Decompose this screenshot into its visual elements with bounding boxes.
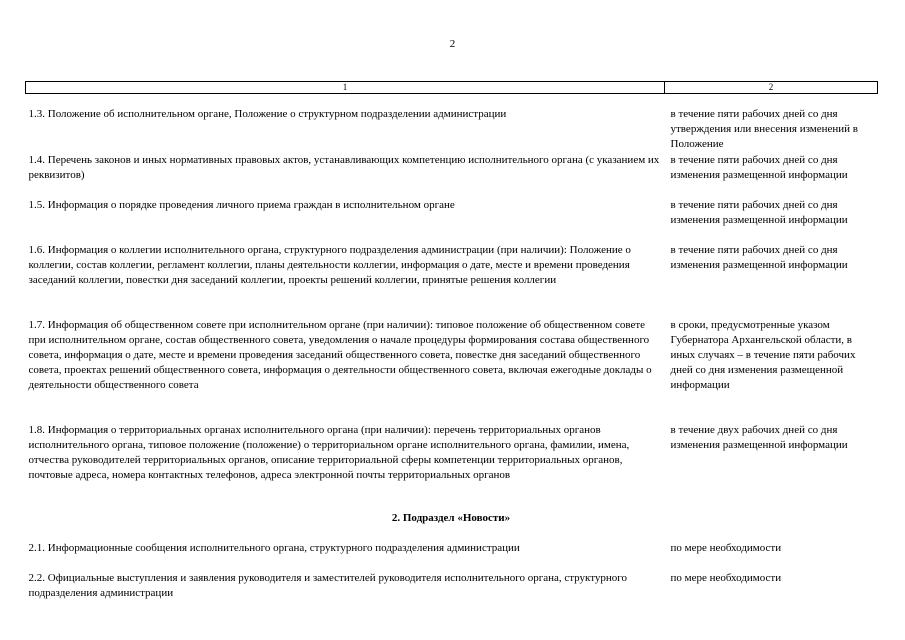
header-row: [26, 82, 878, 94]
item-deadline: в течение пяти рабочих дней со дня изменения размещенной информации: [670, 243, 848, 271]
item-deadline: в течение пяти рабочих дней со дня утверждения или внесения изменений в Положение: [670, 108, 859, 150]
column-header-2: 2: [665, 82, 878, 94]
item-deadline: по мере необходимости: [670, 541, 782, 554]
table-row: [26, 243, 878, 318]
item-text: 1.5. Информация о порядке проведения личного приема граждан в исполнительном органе: [28, 198, 455, 211]
table-row: [26, 94, 878, 153]
item-text: 1.6. Информация о коллегии исполнительного органа, структурного подразделения администрации (при наличии): Положение о коллегии, состав коллегии, регламент коллегии, планы деятельности коллегии, информация о дате, месте и времени проведения заседаний коллегии, повестки дня заседаний коллегии, проекты решений коллегии, принятые решения коллегии: [28, 243, 631, 286]
item-text: 1.7. Информация об общественном совете при исполнительном органе (при наличии): типовое положение об общественном совете при исполнительном органе, состав общественного совета, уведомления о начале процедуры формирования состава общественного совета, информация о дате, месте и времени проведения заседаний общественного совета, повестке дня заседаний общественного совета, проектах решений общественного совета, информация о деятельности общественного совета, включая ежегодные доклады о деятельности общественного совета: [28, 318, 652, 391]
section-title: 2. Подраздел «Новости»: [391, 511, 511, 524]
item-text: 2.1. Информационные сообщения исполнительного органа, структурного подразделения администрации: [28, 541, 520, 554]
table-row: [26, 153, 878, 198]
item-text: 2.2. Официальные выступления и заявления руководителя и заместителей руководителя исполнительного органа, структурного подразделения администрации: [28, 571, 628, 599]
item-text: 1.3. Положение об исполнительном органе, Положение о структурном подразделении администрации: [28, 108, 507, 120]
table-row: [26, 541, 878, 571]
item-deadline: по мере необходимости: [670, 571, 782, 584]
table-row: [26, 423, 878, 511]
table-row: [26, 318, 878, 423]
table-row: [26, 198, 878, 243]
item-deadline: в течение пяти рабочих дней со дня изменения размещенной информации: [670, 198, 848, 226]
section-row: [26, 511, 878, 541]
item-text: 1.4. Перечень законов и иных нормативных правовых актов, устанавливающих компетенцию исполнительного органа (с указанием их реквизитов): [28, 153, 660, 181]
item-deadline: в течение двух рабочих дней со дня изменения размещенной информации: [670, 423, 848, 451]
item-deadline: в течение пяти рабочих дней со дня изменения размещенной информации: [670, 153, 848, 181]
table-row: [26, 571, 878, 601]
item-text: 1.8. Информация о территориальных органах исполнительного органа (при наличии): перечень территориальных органов исполнительного органа, типовое положение (положение) о территориальном органе исполнительного органа, фамилии, имена, отчества руководителей территориальных органов, описание территориальной сферы компетенции территориальных органов, почтовые адреса, номера контактных телефонов, адреса электронной почты территориальных органов: [28, 423, 630, 481]
item-deadline: в сроки, предусмотренные указом Губернатора Архангельской области, в иных случаях – в течение пяти рабочих дней со дня изменения размещенной информации: [670, 318, 856, 391]
page-number: 2: [449, 38, 456, 50]
column-header-1: 1: [26, 82, 665, 94]
document-table: [25, 81, 878, 601]
